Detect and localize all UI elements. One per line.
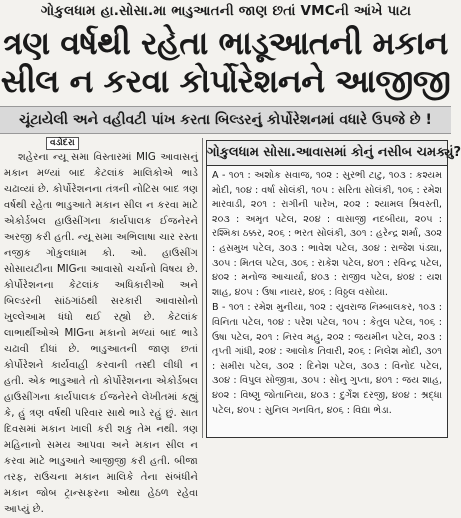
article-body-text: શહેરના ન્યૂ સમા વિસ્તારમાં MIG આવાસનું મકાન મળ્યાં બાદ કેટલાંક માલિકોએ ભાડે ચઢાવ્યાં છે. કોર્પોરેશનના તંત્રની નોટિસ બાદ ત્રણ વર્ષથી રહેતા ભાડુઆતે મકાન સીલ ન કરવા માટે એકોર્ડબલ હાઉસીંગના કાર્યપાલક ઈજનેરને અરજી કરી હતી. ન્યૂ સમા અભિલાષા ચાર રસ્તા નજીક ગોકુલધામ કો. ઓ. હાઉસીંગ સોસાયટીના MIGના આવાસો ચર્ચાનો વિષય છે. કોર્પોરેશનના કેટલાંક અધિકારીઓ અને બિલ્ડરની સાંઠગાંઠથી સરકારી આવાસોનો ખુલ્લેઆમ ધંધો થઈ રહ્યો છે. કેટલાંક લાભાર્થીઓએ MIGના મકાનો મળ્યાં બાદ ભાડે ચઢાવી દીધાં છે. ભાડુઆતની જાણ છતાં કોર્પોરેશને કાર્યવાહી કરવાની તસ્દી લીધી ન હતી. એક ભાડુઆતે તો કોર્પોરેશનના એકોર્ડબલ હાઉસીંગના કાર્યપાલક ઈજનેરને લેખીતમાં કહ્યું કે, હું ત્રણ વર્ષથી પરિવાર સાથે ભાડે રહું છું. સાત દિવસમાં મકાન ખાલી કરી શકુ તેમ નથી. ત્રણ મહિનાનો સમય આપવા અને મકાન સીલ ન કરવા માટે ભાડુઆતે આજીજી કરી હતી. બીજા તરફ, રાઉચના મકાન માલિકે તેના સંબંધીને મકાન જોબ ટ્રાન્સફરના ઓથા હેઠળ રહેવા આપ્યું છે. <box>4 152 198 515</box>
allottee-block-a: A - ૧૦૧ : અશોક સવાજ, ૧૦૨ : સુરભી ટાટુ, ૧૦૩ : કશ્યમ મોદી, ૧૦૪ : વર્ષા સોલંકી, ૧૦૫ : સરિતા સોલંકી, ૧૦૬ : રમેશ મારવાડી, ૨૦૧ : રાગીની પારેખ, ૨૦૨ : શ્યામલ શ્રિવસ્તી, ૨૦૩ : અમૃત પટેલ, ૨૦૪ : વાસાજી નદબીયા, ૨૦૫ : રશ્મિકા ઠક્કર, ૨૦૬ : ભરત સોલંકી, ૩૦૧ : હરેન્દ્ર શર્મા, ૩૦૨ : હસમુખ પટેલ, ૩૦૩ : ભાવેશ પટેલ, ૩૦૪ : રાજેશ પંડ્યા, ૩૦૫ : મિતલ પટેલ, ૩૦૬ : રાકેશ પટેલ, ૪૦૧ : રવિન્દ્ર પટેલ, ૪૦૨ : મનોજ આચાર્યા, ૪૦૩ : રાજીવ પટેલ, ૪૦૪ : યશ શાહ, ૪૦૫ : ઉષા નાયર, ૪૦૬ : વિઠ્ઠલ વસોયા. <box>212 170 442 298</box>
headline-line-1: ત્રણ વર્ષથી રહેતા ભાડૂઆતની મકાન <box>3 24 448 62</box>
allottee-box-title: ગોકુલધામ સોસા.આવાસમાં કોનું નસીબ ચમક્યું? <box>207 141 447 166</box>
allottee-box-body <box>207 166 447 418</box>
dateline-tag: વડોદરા <box>46 137 79 150</box>
subheadline-banner: ચૂંટાયેલી અને વહીવટી પાંખ કરતા બિલ્ડરનું કોર્પોરેશનમાં વધારે ઉપજે છે ! <box>0 106 451 134</box>
allottee-block-b: B - ૧૦૧ : રમેશ મુનીયા, ૧૦૨ : યુવરાજ નિમ્બાલકર, ૧૦૩ : વિનિતા પટેલ, ૧૦૪ : પરેશ પટેલ, ૧૦૫ : કેતુલ પટેલ, ૧૦૬ : ઉષા પટેલ, ૨૦૧ : નિરવ મહુ, ૨૦૨ : જયમીન પટેલ, ૨૦૩ : તૃપ્તી ગાંધી, ૨૦૪ : આલોક તિવારી, ૨૦૬ : નિલેશ મોદી, ૩૦૧ : સમીરા પટેલ, ૩૦૨ : દિનેશ પટેલ, ૩૦૩ : વિનોદ પટેલ, ૩૦૪ : વિપુલ સોજીત્રા, ૩૦૫ : સોનુ ગુપ્તા, ૪૦૧ : જય શાહ, ૪૦૨ : વિષ્ણુ જોતાનિયા, ૪૦૩ : દુર્ગેશ દરજી, ૪૦૪ : શ્રદ્ધા પટેલ, ૪૦૫ : સુનિલ ગનવિત, ૪૦૬ : વિદ્યા ભેડા. <box>212 302 442 416</box>
kicker-line: ગોકુલધામ હા.સોસા.મા ભાડુઆતની જાણ છતાં VMCની આંખે પાટા <box>40 3 412 19</box>
allottee-list-box <box>206 140 461 438</box>
column-divider <box>202 138 203 438</box>
headline-line-2: સીલ ન કરવા કોર્પોરેશનને આજીજી <box>0 62 451 100</box>
article-body-column <box>4 150 198 515</box>
